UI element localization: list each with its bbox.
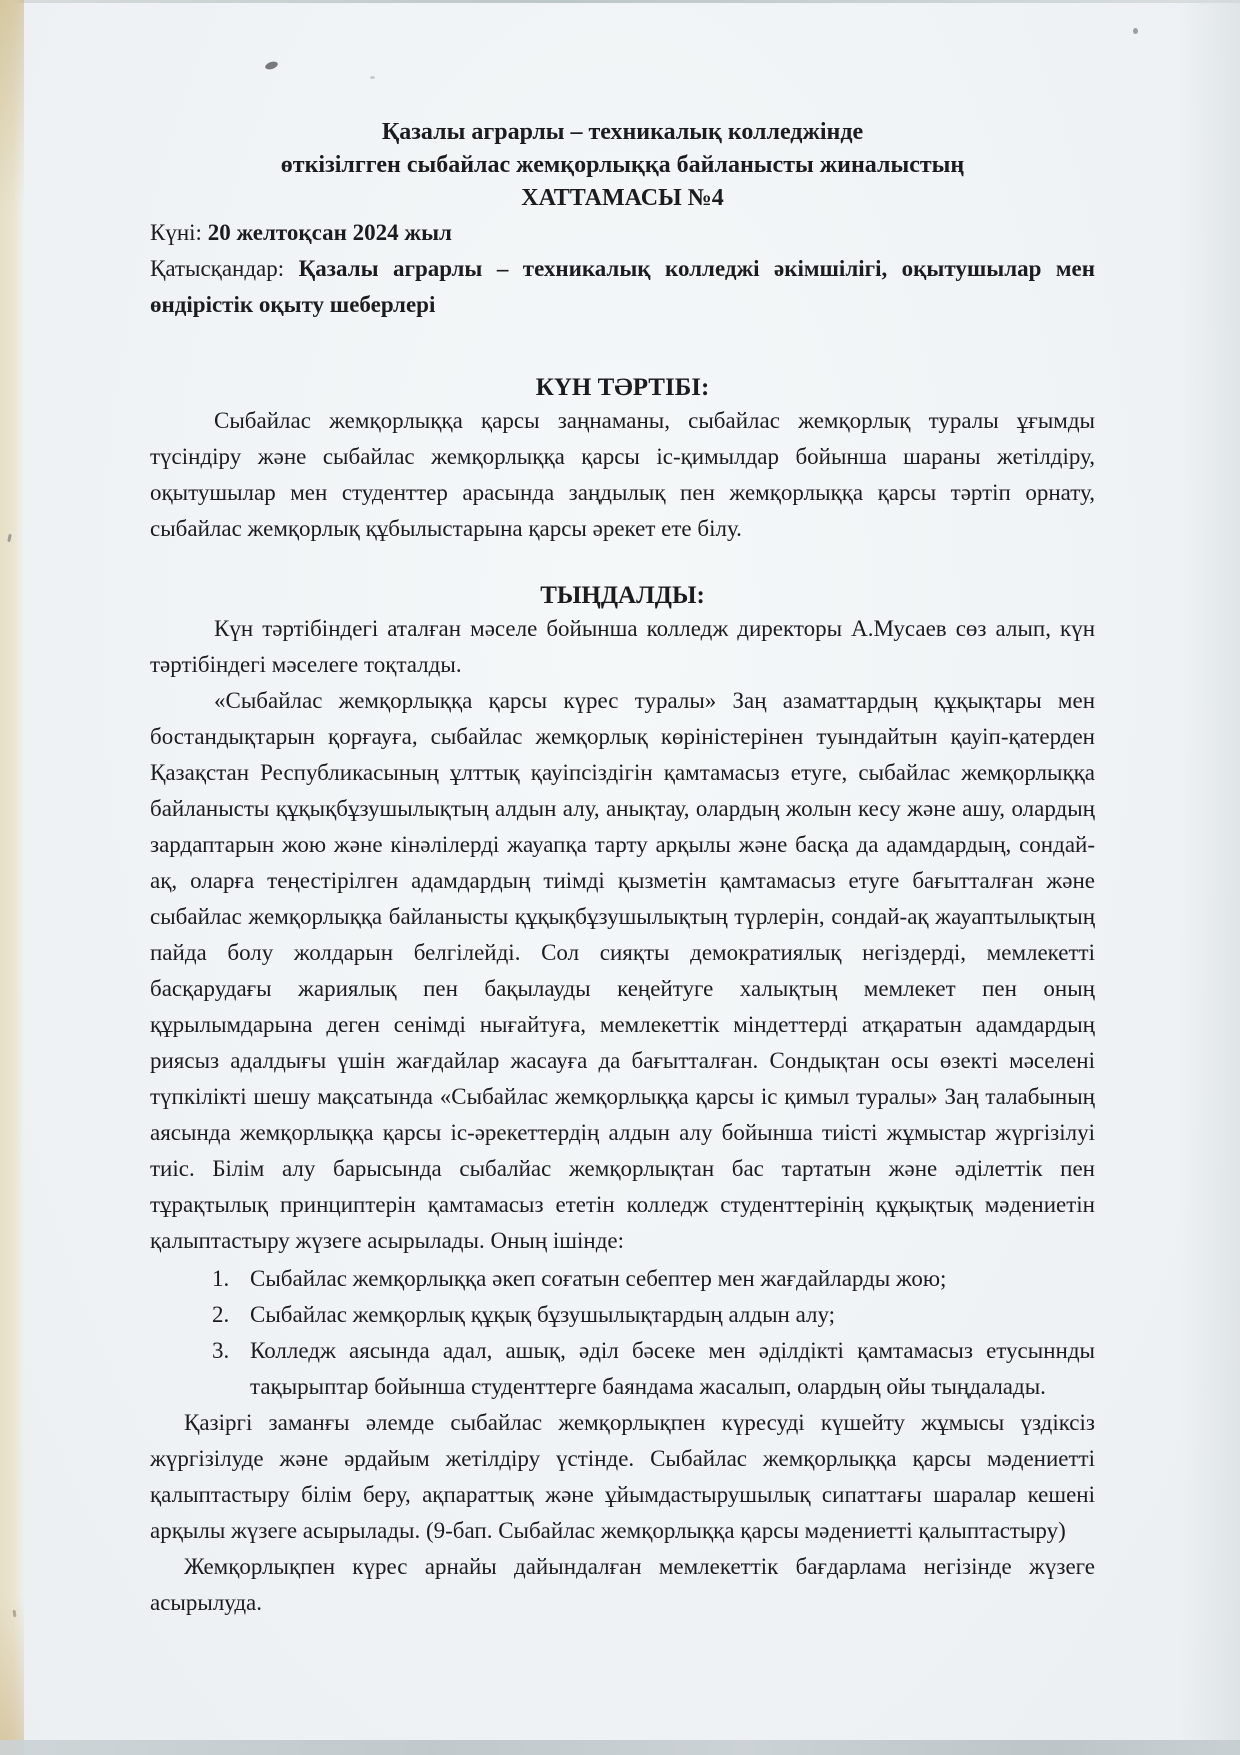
numbered-list: [212, 1261, 1095, 1405]
heard-intro-paragraph: Күн тәртібіндегі аталған мәселе бойынша колледж директоры А.Мусаев сөз алып, күн тәртібіндегі мәселеге тоқталды.: [150, 616, 1095, 677]
date-line: [150, 215, 1095, 251]
participants-line: [150, 251, 1095, 323]
closing-paragraph: Қазіргі заманғы әлемде сыбайлас жемқорлықпен күресуді күшейту жұмысы үздіксіз жүргізілуде және әрдайым жетілдіру үстінде. Сыбайлас жемқорлыққа қарсы мәдениетті қалыптастыру білім беру, ақпараттық және ұйымдастырушылық сипаттағы шаралар кешені арқылы жүзеге асырылады. (9-бап. Сыбайлас жемқорлыққа қарсы мәдениетті қалыптастыру): [150, 1410, 1095, 1543]
heard-heading: ТЫҢДАЛДЫ:: [540, 582, 705, 609]
list-item: [212, 1261, 1095, 1297]
scan-bottom-edge: [0, 1740, 1240, 1755]
title-line-2: өткізілгген сыбайлас жемқорлыққа байланысты жиналыстың: [280, 152, 965, 178]
list-item-text: Сыбайлас жемқорлық құқық бұзушылықтардың алдын алу;: [250, 1302, 836, 1327]
participants-label: Қатысқандар:: [150, 256, 285, 281]
scan-right-shade: [1180, 0, 1240, 1755]
list-item-number: 3.: [212, 1338, 230, 1363]
document-body: [150, 0, 1095, 1621]
date-label: Күні:: [150, 220, 202, 245]
title-line-1: Қазалы аграрлы – техникалық колледжінде: [381, 119, 864, 145]
heard-main-paragraph: «Сыбайлас жемқорлыққа қарсы күрес туралы» Заң азаматтардың құқықтары мен бостандықтарын қорғауға, сыбайлас жемқорлық көріністерінен туындайтын қауіп-қатерден Қазақстан Республикасының ұлттық қауіпсіздігін қамтамасыз етуге, сыбайлас жемқорлыққа байланысты құқықбұзушылықтың алдын алу, анықтау, олардың жолын кесу және ашу, олардың зардаптарын жою және кінәлілерді жауапқа тарту арқылы және басқа да адамдардың, сондай-ақ, оларға теңестірілген адамдардың тиімді қызметін қамтамасыз етуге бағытталған және сыбайлас жемқорлыққа байланысты құқықбұзушылықтың түрлерін, сондай-ақ жауаптылықтың пайда болу жолдарын белгілейді. Сол сияқты демократиялық негіздерді, мемлекетті басқарудағы жариялық пен бақылауды кеңейтуге халықтың мемлекет пен оның құрылымдарына деген сенімді нығайтуға, мемлекеттік міндеттерді атқаратын адамдардың риясыз адалдығы үшін жағдайлар жасауға да бағытталған. Сондықтан осы өзекті мәселені түпкілікті шешу мақсатында «Сыбайлас жемқорлыққа қарсы іс қимыл туралы» Заң талабының аясында жемқорлыққа қарсы іс-әрекеттердің алдын алу бойынша тиісті жұмыстар жүргізілуі тиіс. Білім алу барысында сыбалйас жемқорлықтан бас тартатын және әділеттік пен тұрақтылық принциптерін қамтамасыз ететін колледж студенттерінің құқықтық мәдениетін қалыптастыру жүзеге асырылады. Оның ішінде:: [150, 688, 1095, 1253]
list-item-text: Сыбайлас жемқорлыққа әкеп соғатын себептер мен жағдайларды жою;: [250, 1266, 947, 1291]
list-item-text: Колледж аясында адал, ашық, әділ бәсеке мен әділдікті қамтамасыз етусыннды тақырыптар бойынша студенттерге баяндама жасалып, олардың ойы тыңдалады.: [250, 1338, 1095, 1399]
final-paragraph: Жемқорлықпен күрес арнайы дайындалған мемлекеттік бағдарлама негізінде жүзеге асырылуда.: [150, 1554, 1095, 1615]
agenda-heading: КҮН ТӘРТІБІ:: [535, 374, 710, 401]
scan-left-edge: [0, 0, 24, 1755]
date-value: 20 желтоқсан 2024 жыл: [207, 220, 452, 245]
scan-speck: [1133, 28, 1138, 34]
title-line-3: ХАТТАМАСЫ №4: [521, 185, 724, 211]
list-item-number: 2.: [212, 1302, 230, 1327]
list-item: [212, 1333, 1095, 1405]
list-item-number: 1.: [212, 1266, 230, 1291]
agenda-paragraph: Сыбайлас жемқорлыққа қарсы заңнаманы, сыбайлас жемқорлық туралы ұғымды түсіндіру және сыбайлас жемқорлыққа қарсы іс-қимылдар бойынша шараны жетілдіру, оқытушылар мен студенттер арасында заңдылық пен жемқорлыққа қарсы тәртіп орнату, сыбайлас жемқорлық құбылыстарына қарсы әрекет ете білу.: [150, 408, 1095, 541]
list-item: [212, 1297, 1095, 1333]
participants-value: Қазалы аграрлы – техникалық колледжі әкімшілігі, оқытушылар мен өндірістік оқыту шеберлері: [150, 256, 1096, 317]
document-title: [150, 116, 1095, 215]
